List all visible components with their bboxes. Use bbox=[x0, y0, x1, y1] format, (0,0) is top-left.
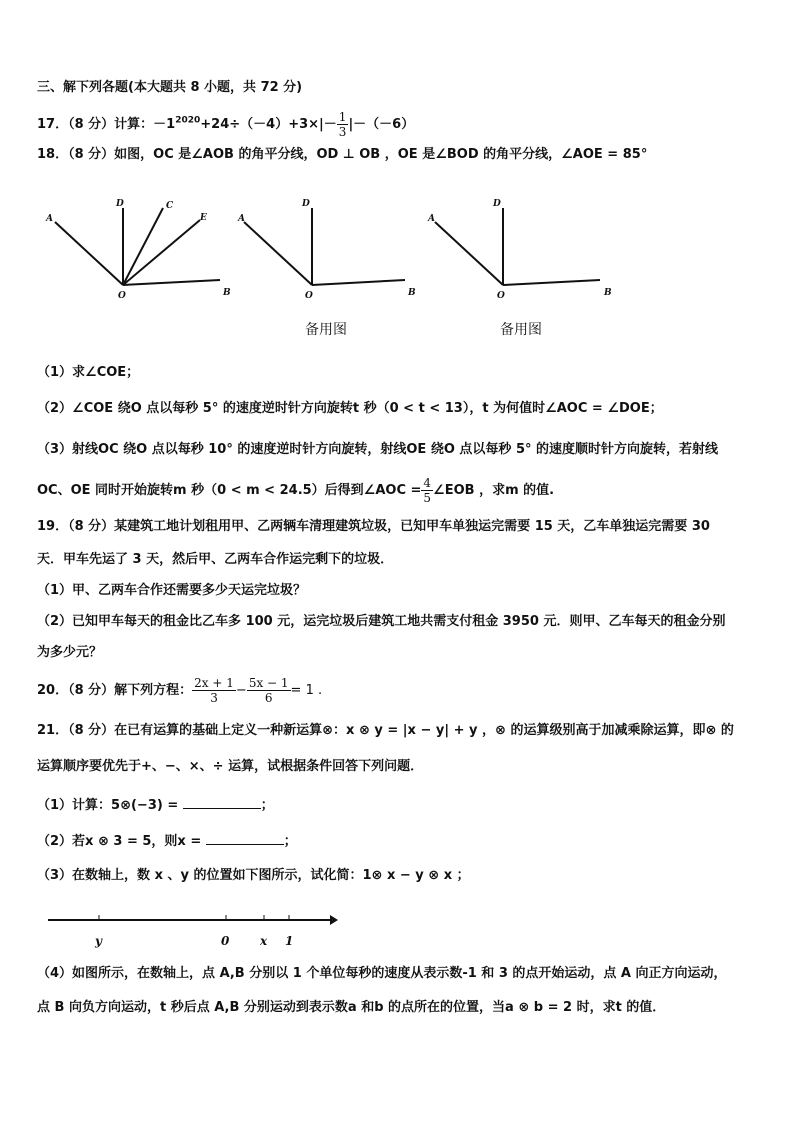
axis-label-y: y bbox=[95, 934, 102, 948]
q21-p1-pre: （1）计算：5⊗(−3) = bbox=[37, 798, 179, 813]
label-e-1: E bbox=[200, 213, 207, 223]
q17-suffix: |－（－6） bbox=[348, 117, 415, 132]
q21-p1-answer-blank[interactable] bbox=[183, 796, 261, 809]
ray-oc bbox=[123, 208, 163, 285]
number-line bbox=[40, 905, 340, 950]
axis-label-one: 1 bbox=[285, 934, 294, 948]
q18-p3b-fraction bbox=[421, 476, 433, 505]
label-o-2: O bbox=[305, 291, 313, 301]
q19-line-2: 天．甲车先运了 3 天，然后甲、乙两车合作运完剩下的垃圾． bbox=[37, 552, 394, 567]
ray-ob bbox=[123, 280, 220, 285]
q21-line-1: 21．（8 分）在已有运算的基础上定义一种新运算⊗：x ⊗ y = |x − y| + y ，⊗ 的运算级别高于加减乘除运算，即⊗ 的 bbox=[37, 723, 734, 738]
axis-label-x: x bbox=[260, 934, 268, 948]
figure-2 bbox=[244, 208, 405, 285]
label-c-1: C bbox=[166, 201, 174, 211]
q20-f2-numerator: 5x − 1 bbox=[248, 676, 289, 690]
q18-p3b-numerator: 4 bbox=[423, 476, 432, 490]
q17-fraction bbox=[337, 110, 349, 139]
label-a-1: A bbox=[46, 214, 53, 224]
q21-p2-post: ； bbox=[283, 834, 297, 849]
q20-f1-numerator: 2x + 1 bbox=[194, 676, 234, 690]
question-17 bbox=[37, 110, 414, 139]
q20-f2-denominator: 6 bbox=[264, 691, 273, 705]
ray-oa bbox=[55, 222, 123, 285]
q19-part-2-line-1: （2）已知甲车每天的租金比乙车多 100 元，运完垃圾后建筑工地共需支付租金 3950 元．则甲、乙车每天的租金分别 bbox=[37, 614, 726, 629]
section-title: 三、解下列各题(本大题共 8 小题，共 72 分) bbox=[37, 80, 303, 95]
label-d-1: D bbox=[116, 199, 124, 209]
label-o-1: O bbox=[118, 291, 126, 301]
axis-label-zero: 0 bbox=[221, 934, 230, 948]
q21-part-3: （3）在数轴上，数 x 、y 的位置如下图所示，试化简：1⊗ x − y ⊗ x ； bbox=[37, 868, 470, 883]
q20-fraction-1 bbox=[192, 676, 236, 705]
number-line-arrow-icon bbox=[330, 915, 338, 925]
ray-oe bbox=[123, 220, 200, 285]
q21-part-4-line-2: 点 B 向负方向运动，t 秒后点 A,B 分别运动到表示数a 和b 的点所在的位置，当a ⊗ b = 2 时，求t 的值． bbox=[37, 1000, 666, 1015]
q18-part-3-line-2 bbox=[37, 476, 554, 505]
ray-oa-3 bbox=[435, 222, 503, 285]
q20-suffix: = 1 . bbox=[290, 683, 323, 698]
q17-frac-denominator: 3 bbox=[338, 125, 347, 139]
ray-oa-2 bbox=[244, 222, 312, 285]
q18-part-1: （1）求∠COE； bbox=[37, 365, 140, 380]
q18-p3b-post: ∠EOB ，求m 的值. bbox=[433, 483, 555, 498]
q21-p1-post: ； bbox=[260, 798, 274, 813]
q21-part-2 bbox=[37, 832, 297, 850]
q18-p3b-pre: OC、OE 同时开始旋转m 秒（0 < m < 24.5）后得到∠AOC = bbox=[37, 483, 422, 498]
label-d-3: D bbox=[493, 199, 501, 209]
label-b-2: B bbox=[408, 288, 416, 298]
label-b-3: B bbox=[604, 288, 612, 298]
q21-p2-answer-blank[interactable] bbox=[206, 832, 284, 845]
label-b-1: B bbox=[223, 288, 231, 298]
figure-3-caption: 备用图 bbox=[500, 322, 542, 338]
q21-line-2: 运算顺序要优先于+、−、×、÷ 运算，试根据条件回答下列问题． bbox=[37, 759, 424, 774]
ray-ob-2 bbox=[312, 280, 405, 285]
figure-3 bbox=[435, 208, 600, 285]
q18-part-3-line-1: （3）射线OC 绕O 点以每秒 10° 的速度逆时针方向旋转，射线OE 绕O 点以每秒 5° 的速度顺时针方向旋转，若射线 bbox=[37, 442, 719, 457]
q20-prefix: 20．（8 分）解下列方程： bbox=[37, 683, 193, 698]
q21-part-4-line-1: （4）如图所示，在数轴上，点 A,B 分别以 1 个单位每秒的速度从表示数-1 和 3 的点开始运动，点 A 向正方向运动， bbox=[37, 966, 727, 981]
q17-exponent: 2020 bbox=[175, 115, 201, 126]
label-a-2: A bbox=[238, 214, 245, 224]
q19-line-1: 19．（8 分）某建筑工地计划租用甲、乙两辆车清理建筑垃圾，已知甲车单独运完需要 15 天，乙车单独运完需要 30 bbox=[37, 519, 710, 534]
label-o-3: O bbox=[497, 291, 505, 301]
q18-part-2: （2）∠COE 绕O 点以每秒 5° 的速度逆时针方向旋转t 秒（0 < t < 13），t 为何值时∠AOC = ∠DOE； bbox=[37, 401, 663, 416]
q20-fraction-2 bbox=[247, 676, 291, 705]
question-18-stem: 18．（8 分）如图，OC 是∠AOB 的角平分线，OD ⊥ OB ，OE 是∠BOD 的角平分线，∠AOE = 85° bbox=[37, 147, 648, 162]
ray-ob-3 bbox=[503, 280, 600, 285]
q19-part-1: （1）甲、乙两车合作还需要多少天运完垃圾？ bbox=[37, 583, 307, 598]
q20-f1-denominator: 3 bbox=[210, 691, 218, 705]
q19-part-2-line-2: 为多少元？ bbox=[37, 645, 103, 660]
label-d-2: D bbox=[302, 199, 310, 209]
q17-frac-numerator: 1 bbox=[338, 110, 347, 124]
q17-mid: +24÷（－4）+3×|－ bbox=[200, 117, 337, 132]
figure-2-caption: 备用图 bbox=[305, 322, 347, 338]
label-a-3: A bbox=[428, 214, 435, 224]
figure-1 bbox=[55, 208, 220, 285]
q20-minus: − bbox=[235, 683, 247, 698]
q21-part-1 bbox=[37, 796, 274, 814]
q21-p2-pre: （2）若x ⊗ 3 = 5，则x = bbox=[37, 834, 202, 849]
q18-figures bbox=[30, 188, 630, 308]
question-20 bbox=[37, 676, 322, 705]
q18-p3b-denominator: 5 bbox=[423, 491, 432, 505]
q17-prefix: 17．（8 分）计算：－1 bbox=[37, 117, 176, 132]
